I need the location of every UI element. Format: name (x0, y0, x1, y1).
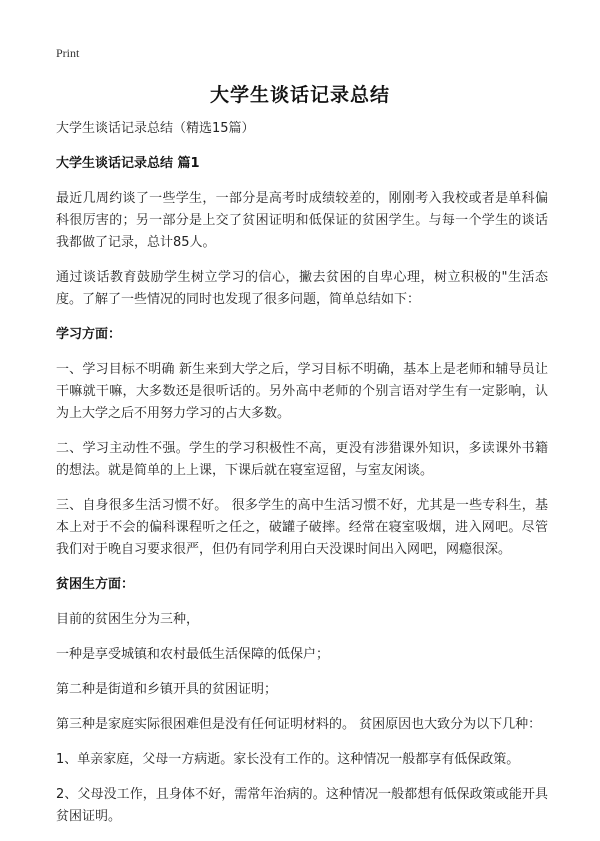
paragraph-study-3: 三、自身很多生活习惯不好。 很多学生的高中生活习惯不好，尤其是一些专科生，基本上对于不会的偏科课程听之任之，破罐子破摔。经常在寝室吸烟，进入网吧。尽管我们对于晚自习要求很严，但仍有同学利用白天没课时间出入网吧，网瘾很深。 (56, 498, 548, 557)
paragraph-cause-1: 1、单亲家庭，父母一方病逝。家长没有工作的。这种情况一般都享有低保政策。 (56, 752, 520, 767)
document-body (56, 118, 548, 841)
paragraph-poverty-type-2: 第二种是街道和乡镇开具的贫困证明； (56, 682, 278, 697)
print-label: Print (56, 46, 80, 60)
paragraph-cause-2: 2、父母没工作，且身体不好，需常年治病的。这种情况一般都想有低保政策或能开具贫困证明。 (56, 787, 548, 824)
subtitle: 大学生谈话记录总结（精选15篇） (56, 121, 255, 136)
paragraph-study-2: 二、学习主动性不强。学生的学习积极性不高，更没有涉猎课外知识，多读课外书籍的想法。就是简单的上上课，下课后就在寝室逗留，与室友闲谈。 (56, 441, 548, 478)
section-heading-study: 学习方面： (56, 327, 122, 342)
article-heading: 大学生谈话记录总结 篇1 (56, 156, 200, 171)
section-heading-poverty: 贫困生方面： (56, 577, 135, 592)
paragraph-poverty-intro: 目前的贫困生分为三种， (56, 612, 200, 627)
paragraph-intro-1: 最近几周约谈了一些学生，一部分是高考时成绩较差的，刚刚考入我校或者是单科偏科很厉害的；另一部分是上交了贫困证明和低保证的贫困学生。与每一个学生的谈话我都做了记录，总计85人。 (56, 191, 548, 250)
paragraph-poverty-type-1: 一种是享受城镇和农村最低生活保障的低保户； (56, 647, 330, 662)
paragraph-study-1: 一、学习目标不明确 新生来到大学之后，学习目标不明确，基本上是老师和辅导员让干嘛就干嘛，大多数还是很听话的。另外高中老师的个别言语对学生有一定影响，认为上大学之后不用努力学习的占大多数。 (56, 362, 548, 421)
page-title: 大学生谈话记录总结 (209, 84, 390, 106)
paragraph-poverty-type-3: 第三种是家庭实际很困难但是没有任何证明材料的。 贫困原因也大致分为以下几种： (56, 717, 542, 732)
paragraph-intro-2: 通过谈话教育鼓励学生树立学习的信心，撇去贫困的自卑心理，树立积极的"生活态度。了解了一些情况的同时也发现了很多问题，简单总结如下： (56, 270, 548, 307)
